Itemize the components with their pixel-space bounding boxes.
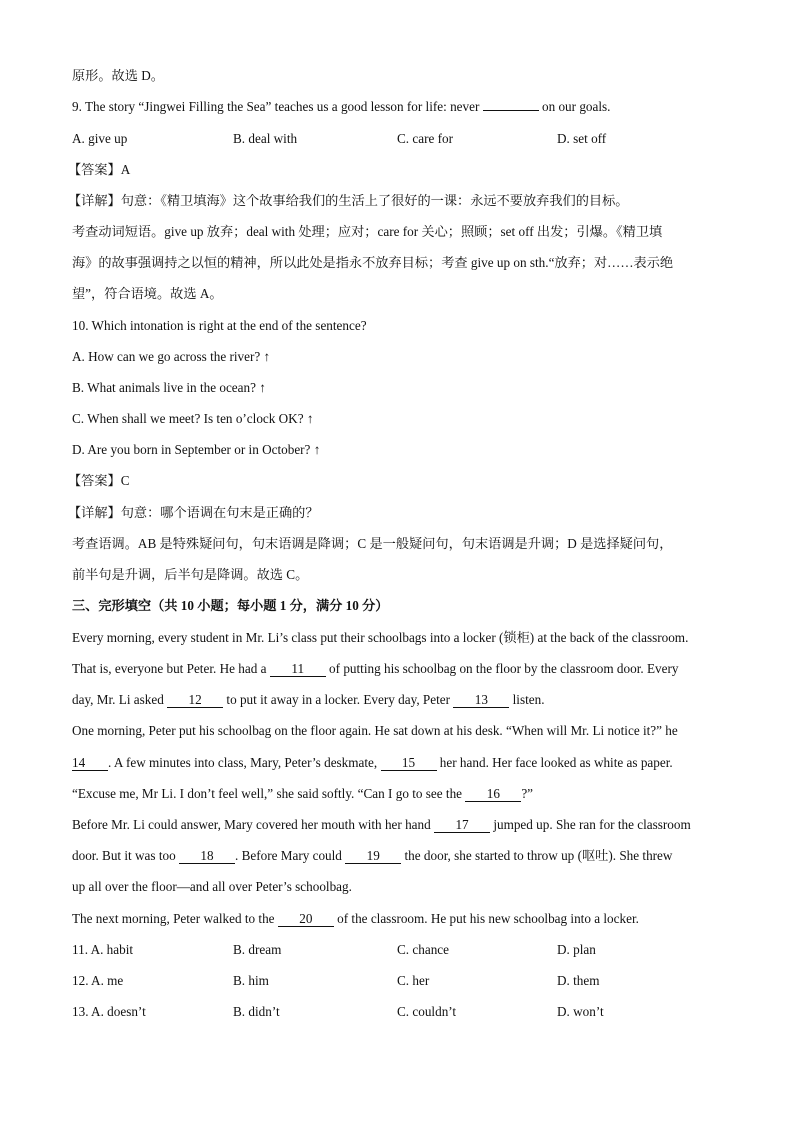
blank-13: 13 bbox=[453, 692, 509, 708]
q9-option-b: B. deal with bbox=[233, 131, 298, 146]
q10-answer: 【答案】C bbox=[68, 473, 130, 488]
blank-17: 17 bbox=[434, 817, 490, 833]
choice-11-c: C. chance bbox=[397, 942, 449, 957]
passage-line: One morning, Peter put his schoolbag on the floor again. He sat down at his desk. “When will Mr. Li notice it?” he bbox=[72, 723, 678, 738]
blank-20: 20 bbox=[278, 911, 334, 927]
q10-option-b: B. What animals live in the ocean? ↑ bbox=[72, 380, 266, 395]
passage-line bbox=[72, 847, 672, 865]
blank-15: 15 bbox=[381, 755, 437, 771]
passage-line bbox=[72, 785, 533, 803]
q9-detail-line: 考查动词短语。give up 放弃；deal with 处理；应对；care for 关心；照顾；set off 出发；引爆。《精卫填 bbox=[72, 224, 663, 239]
choice-12-a: 12. A. me bbox=[72, 973, 124, 988]
passage-text: to put it away in a locker. Every day, Peter bbox=[226, 692, 451, 707]
q10-option-c: C. When shall we meet? Is ten o’clock OK? ↑ bbox=[72, 411, 314, 426]
q9-detail-line: 【详解】句意：《精卫填海》这个故事给我们的生活上了很好的一课：永远不要放弃我们的目标。 bbox=[68, 193, 629, 208]
prev-answer-tail: 原形。故选 D。 bbox=[72, 68, 164, 83]
passage-line bbox=[72, 816, 691, 834]
blank-14: 14 bbox=[72, 755, 108, 771]
choice-13-c: C. couldn’t bbox=[397, 1004, 457, 1019]
question-9-stem bbox=[72, 98, 610, 116]
passage-text: day, Mr. Li asked bbox=[72, 692, 164, 707]
q9-detail-line: 望”，符合语境。故选 A。 bbox=[72, 286, 223, 301]
passage-text: Before Mr. Li could answer, Mary covered her mouth with her hand bbox=[72, 817, 431, 832]
passage-text: “Excuse me, Mr Li. I don’t feel well,” she said softly. “Can I go to see the bbox=[72, 786, 463, 801]
passage-text: . Before Mary could bbox=[234, 848, 342, 863]
choice-11-d: D. plan bbox=[557, 942, 596, 957]
blank-19: 19 bbox=[345, 848, 401, 864]
passage-line bbox=[72, 754, 673, 772]
choice-12-b: B. him bbox=[233, 973, 269, 988]
choice-13-a: 13. A. doesn’t bbox=[72, 1004, 146, 1019]
blank-11: 11 bbox=[270, 661, 326, 677]
choice-12-d: D. them bbox=[557, 973, 600, 988]
q10-option-d: D. Are you born in September or in October? ↑ bbox=[72, 442, 321, 457]
q10-detail-line: 【详解】句意：哪个语调在句末是正确的？ bbox=[68, 505, 319, 520]
choice-13-d: D. won’t bbox=[557, 1004, 604, 1019]
question-10-stem: 10. Which intonation is right at the end of the sentence? bbox=[72, 318, 367, 333]
passage-text: her hand. Her face looked as white as paper. bbox=[439, 755, 673, 770]
q10-detail-line: 前半句是升调，后半句是降调。故选 C。 bbox=[72, 567, 309, 582]
passage-text: the door, she started to throw up (呕吐). She threw bbox=[404, 848, 673, 863]
q9-option-c: C. care for bbox=[397, 131, 454, 146]
passage-line: up all over the floor—and all over Peter’s schoolbag. bbox=[72, 879, 352, 894]
choice-13-b: B. didn’t bbox=[233, 1004, 280, 1019]
passage-line: Every morning, every student in Mr. Li’s class put their schoolbags into a locker (锁柜) at the back of the classroom. bbox=[72, 630, 689, 645]
passage-text: The next morning, Peter walked to the bbox=[72, 911, 275, 926]
passage-text: listen. bbox=[512, 692, 545, 707]
passage-text: of the classroom. He put his new schoolbag into a locker. bbox=[337, 911, 639, 926]
blank-16: 16 bbox=[465, 786, 521, 802]
q9-option-a: A. give up bbox=[72, 131, 128, 146]
passage-text: door. But it was too bbox=[72, 848, 176, 863]
passage-line bbox=[72, 691, 545, 709]
choice-11-a: 11. A. habit bbox=[72, 942, 134, 957]
q9-stem-tail: on our goals. bbox=[541, 99, 611, 114]
q9-blank bbox=[483, 110, 539, 111]
q9-stem-text: 9. The story “Jingwei Filling the Sea” teaches us a good lesson for life: never bbox=[72, 99, 480, 114]
q10-option-a: A. How can we go across the river? ↑ bbox=[72, 349, 271, 364]
q9-option-d: D. set off bbox=[557, 131, 607, 146]
passage-text: jumped up. She ran for the classroom bbox=[493, 817, 691, 832]
passage-text: of putting his schoolbag on the floor by the classroom door. Every bbox=[329, 661, 679, 676]
choice-12-c: C. her bbox=[397, 973, 430, 988]
passage-text: . A few minutes into class, Mary, Peter’s deskmate, bbox=[108, 755, 378, 770]
passage-text: That is, everyone but Peter. He had a bbox=[72, 661, 267, 676]
passage-text: ?” bbox=[521, 786, 534, 801]
passage-line bbox=[72, 910, 639, 928]
section-3-title: 三、完形填空（共 10 小题；每小题 1 分，满分 10 分） bbox=[72, 598, 389, 613]
blank-18: 18 bbox=[179, 848, 235, 864]
q9-detail-line: 海》的故事强调持之以恒的精神，所以此处是指永不放弃目标；考查 give up on sth.“放弃；对……表示绝 bbox=[72, 255, 674, 270]
q10-detail-line: 考查语调。AB 是特殊疑问句，句末语调是降调；C 是一般疑问句，句末语调是升调；D 是选择疑问句， bbox=[72, 536, 673, 551]
q9-answer: 【答案】A bbox=[68, 162, 131, 177]
blank-12: 12 bbox=[167, 692, 223, 708]
passage-line bbox=[72, 660, 678, 678]
choice-11-b: B. dream bbox=[233, 942, 282, 957]
